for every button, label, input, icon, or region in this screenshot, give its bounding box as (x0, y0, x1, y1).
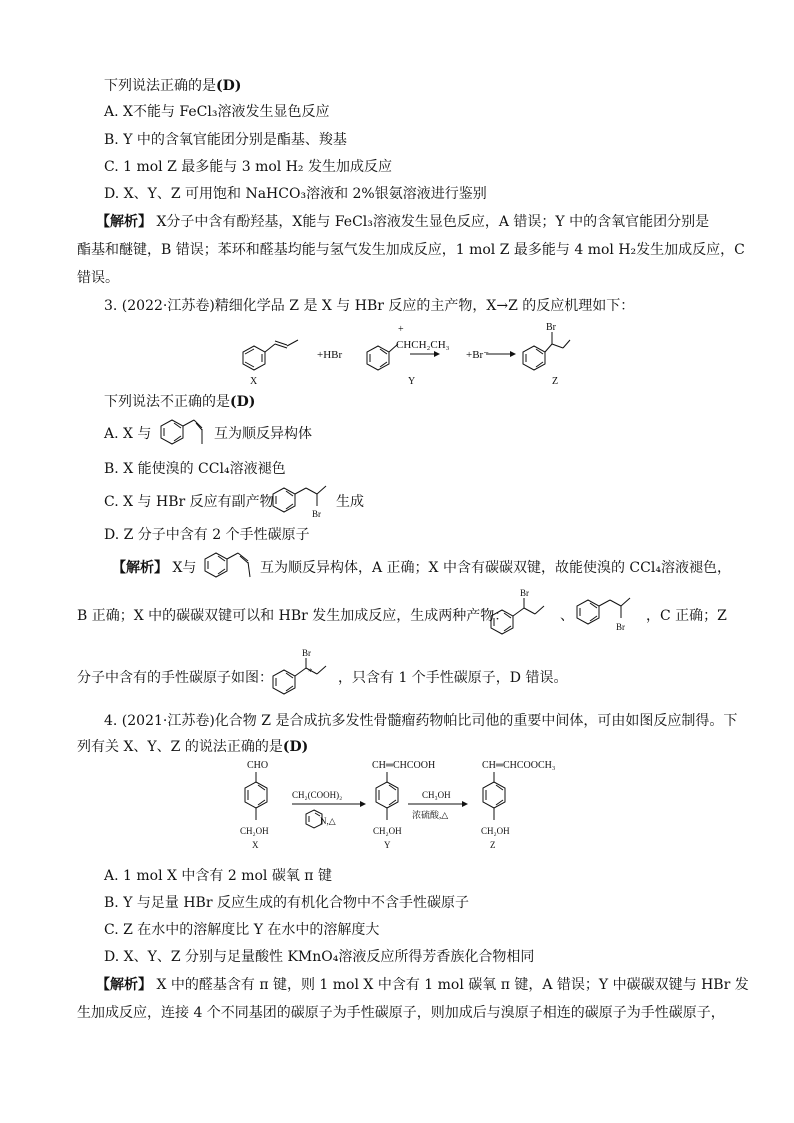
svg-text:CHO: CHO (247, 760, 269, 771)
q3-analysis-line1-tail: 互为顺反异构体，A 正确；X 中含有碳碳双键，故能使溴的 CCl₄溶液褪色， (260, 560, 731, 576)
svg-text:浓硫酸,△: 浓硫酸,△ (412, 810, 449, 820)
svg-text:Br: Br (520, 588, 529, 598)
q2-analysis-line2: 酯基和醚键，B 错误；苯环和醛基均能与氢气发生加成反应，1 mol Z 最多能与 4 mol H₂发生加成反应，C (77, 242, 745, 258)
q3-option-b: B. X 能使溴的 CCl₄溶液褪色 (104, 461, 286, 477)
svg-text:Z: Z (490, 840, 496, 850)
svg-text:+HBr: +HBr (317, 349, 343, 361)
svg-text:X: X (250, 376, 258, 387)
arrowhead (434, 351, 440, 357)
q3-analysis-line3: 分子中含有的手性碳原子如图： (77, 670, 273, 686)
q3-analysis-sep: 、 (560, 608, 574, 624)
side-product-structure (268, 480, 338, 522)
svg-text:Y: Y (408, 376, 416, 387)
svg-text:+: + (398, 324, 404, 335)
cis-isomer-structure-2 (198, 549, 264, 583)
chiral-star: * (308, 667, 313, 677)
svg-text:Y: Y (384, 840, 391, 850)
q4-option-d: D. X、Y、Z 分别与足量酸性 KMnO₄溶液反应所得芳香族化合物相同 (104, 949, 535, 965)
q3-stem: 3. (2022·江苏卷)精细化学品 Z 是 X 与 HBr 反应的主产物，X→Z 的反应机理如下： (104, 298, 635, 314)
q3-analysis-line2-tail: ，C 正确；Z (646, 608, 727, 624)
q3-option-c: C. X 与 HBr 反应有副产物 (104, 494, 274, 510)
svg-text:Br: Br (616, 622, 625, 632)
product-2-structure (572, 590, 642, 636)
svg-text:CH═CHCOOH: CH═CHCOOH (372, 760, 436, 771)
svg-text:CH₂OH: CH₂OH (240, 826, 269, 836)
product-1-structure (486, 588, 558, 638)
q2-analysis-line3: 错误。 (77, 270, 119, 286)
svg-text:Br: Br (312, 509, 321, 519)
analysis-tag: 【解析】 (96, 214, 152, 230)
arrowhead (360, 801, 366, 807)
q3-option-d: D. Z 分子中含有 2 个手性碳原子 (104, 527, 310, 543)
q4-option-c: C. Z 在水中的溶解度比 Y 在水中的溶解度大 (104, 922, 380, 938)
q4-reaction-scheme (232, 758, 592, 858)
analysis-tag: 【解析】 (112, 560, 168, 576)
svg-text:Br: Br (302, 648, 311, 658)
q3-analysis-line1: 【解析】 X与 (112, 560, 197, 576)
q4-stem-line2: 列有关 X、Y、Z 的说法正确的是(D) (77, 739, 309, 755)
svg-text:CH₂OH: CH₂OH (481, 826, 510, 836)
arrowhead (462, 801, 468, 807)
q2-option-d: D. X、Y、Z 可用饱和 NaHCO₃溶液和 2%银氨溶液进行鉴别 (104, 186, 487, 202)
q4-stem-line1: 4. (2021·江苏卷)化合物 Z 是合成抗多发性骨髓瘤药物帕比司他的重要中间体，可由如图反应制得。下 (104, 713, 738, 729)
q3-prompt: 下列说法不正确的是(D) (104, 394, 256, 410)
svg-text:Br: Br (546, 322, 556, 333)
q2-prompt: 下列说法正确的是(D) (104, 78, 242, 94)
svg-text:Z: Z (552, 376, 559, 387)
q2-option-a: A. X不能与 FeCl₃溶液发生显色反应 (104, 104, 330, 120)
q3-option-a: A. X 与 (104, 426, 152, 442)
svg-text:CH═CHCOOCH₃: CH═CHCOOCH₃ (482, 760, 556, 771)
q3-option-a-tail: 互为顺反异构体 (214, 426, 312, 442)
svg-text:X: X (252, 840, 259, 850)
cis-isomer-structure (150, 416, 216, 450)
q3-analysis-line3-tail: ，只含有 1 个手性碳原子，D 错误。 (338, 670, 568, 686)
svg-text:CH₃OH: CH₃OH (422, 790, 451, 800)
q3-reaction-scheme (230, 318, 570, 390)
q4-option-b: B. Y 与足量 HBr 反应生成的有机化合物中不含手性碳原子 (104, 895, 469, 911)
q3-option-c-tail: 生成 (336, 494, 364, 510)
q4-option-a: A. 1 mol X 中含有 2 mol 碳氧 π 键 (104, 868, 332, 884)
analysis-tag: 【解析】 (96, 977, 152, 993)
svg-text:CHCH₂CH₃: CHCH₂CH₃ (396, 339, 450, 351)
arrowhead (510, 351, 516, 357)
q4-analysis-line2: 生加成反应，连接 4 个不同基团的碳原子为手性碳原子，则加成后与溴原子相连的碳原子为手性碳原子， (77, 1005, 725, 1021)
q2-option-c: C. 1 mol Z 最多能与 3 mol H₂ 发生加成反应 (104, 159, 392, 175)
q3-analysis-line2: B 正确；X 中的碳碳双键可以和 HBr 发生加成反应，生成两种产物： (77, 608, 509, 624)
svg-text:+Br⁻: +Br⁻ (466, 349, 490, 361)
q4-analysis-line1: 【解析】 X 中的醛基含有 π 键，则 1 mol X 中含有 1 mol 碳氧 π 键，A 错误；Y 中碳碳双键与 HBr 发 (96, 977, 749, 993)
svg-text:CH₂OH: CH₂OH (373, 826, 402, 836)
svg-text:CH₂(COOH)₂: CH₂(COOH)₂ (292, 790, 343, 800)
chiral-carbon-structure (268, 648, 340, 698)
q2-option-b: B. Y 中的含氧官能团分别是酯基、羧基 (104, 132, 347, 148)
q2-analysis-line1: 【解析】 X分子中含有酚羟基，X能与 FeCl₃溶液发生显色反应，A 错误；Y 中的含氧官能团分别是 (96, 214, 710, 230)
svg-text:N,△: N,△ (320, 816, 336, 826)
